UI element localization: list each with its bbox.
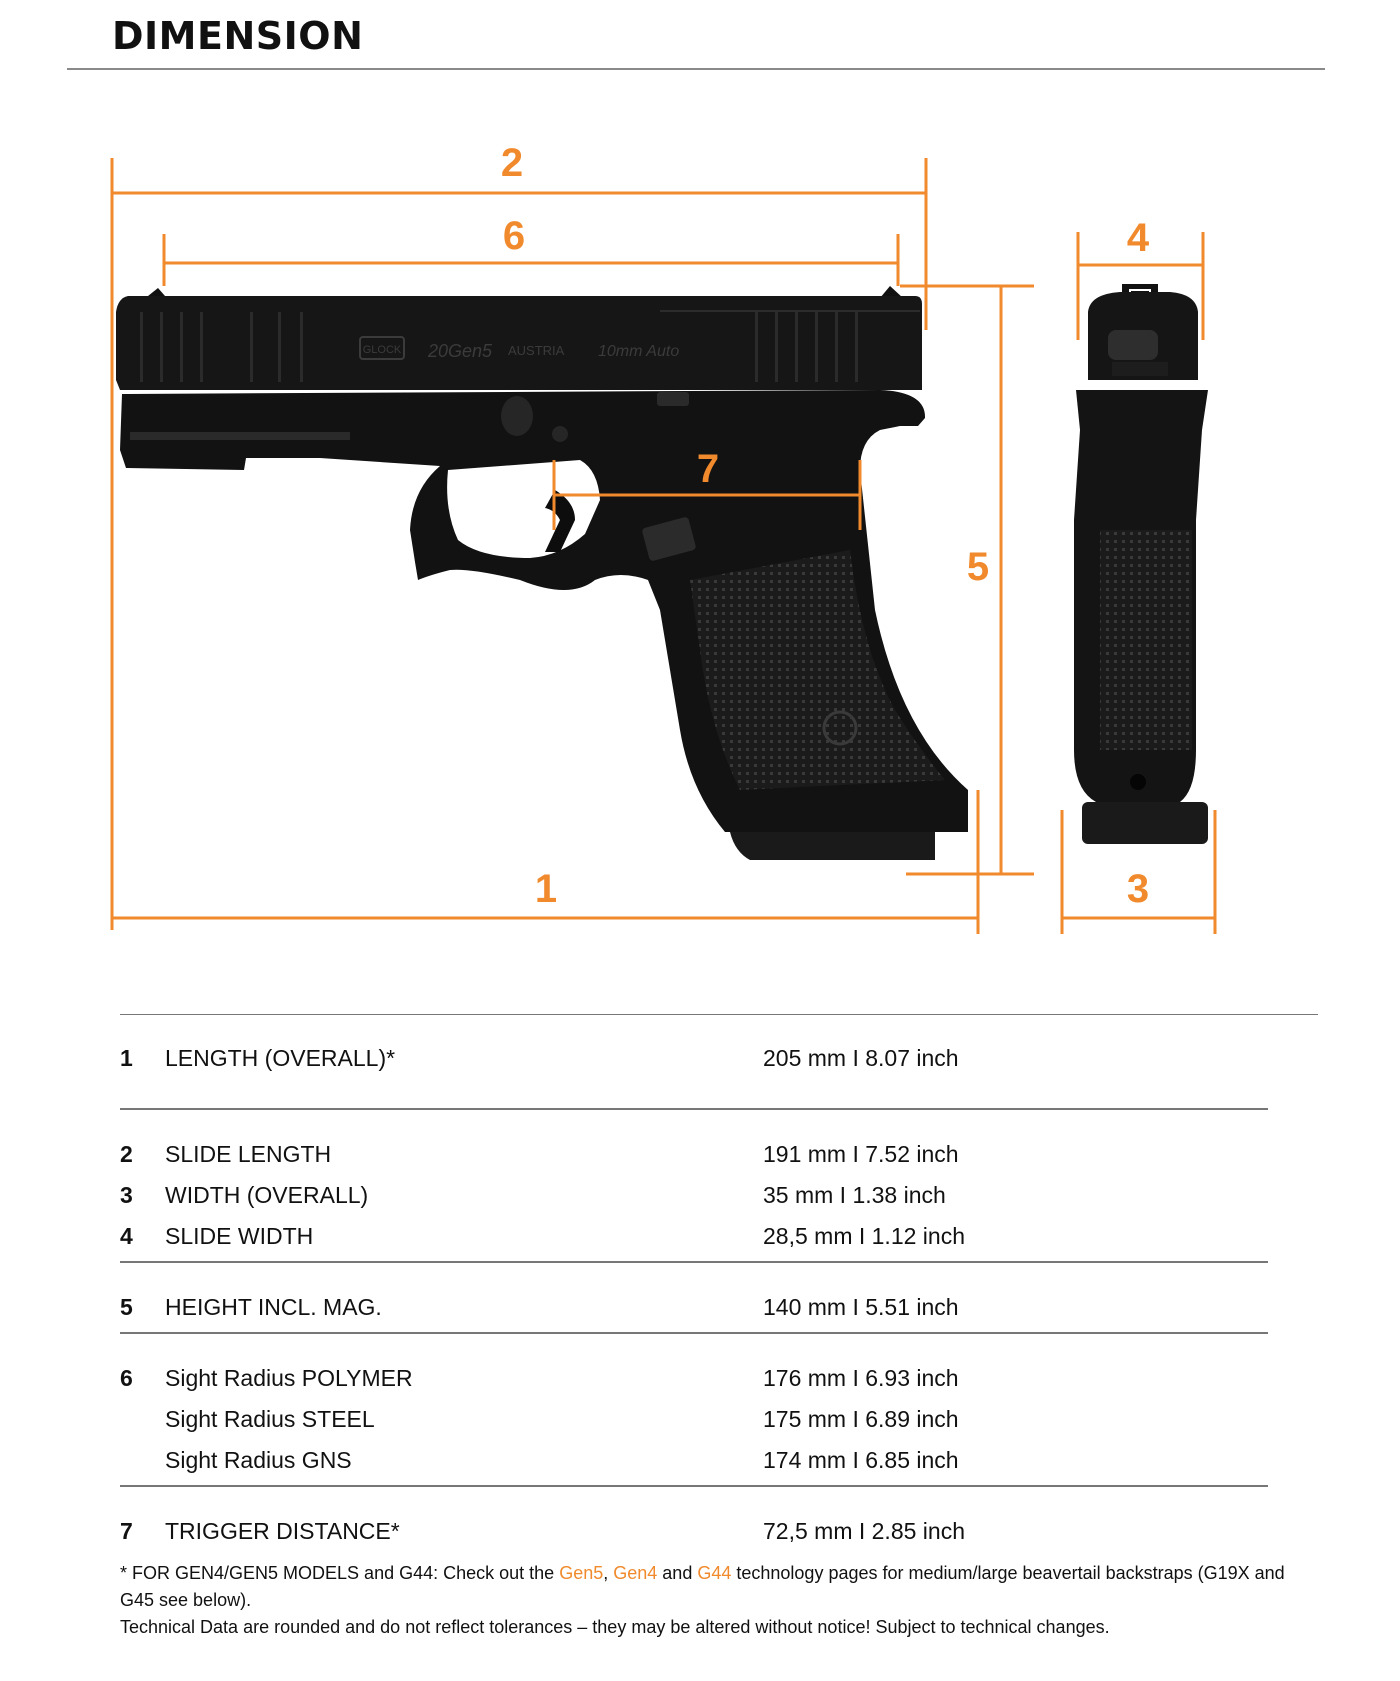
- gen4-link[interactable]: Gen4: [613, 1563, 658, 1583]
- spec-row: [120, 1440, 1268, 1481]
- pistol-front-view: [1074, 284, 1208, 844]
- dim-label-6: 6: [502, 214, 526, 258]
- footnote-prefix: * FOR GEN4/GEN5 MODELS and G44: Check out the: [120, 1563, 560, 1583]
- spec-value: 72,5 mm I 2.85 inch: [763, 1518, 965, 1544]
- spec-number: 3: [120, 1182, 133, 1208]
- spec-row: [120, 1175, 1268, 1216]
- dim-label-1: 1: [534, 867, 558, 911]
- spec-group-height: [120, 1263, 1268, 1334]
- spec-row: [120, 1358, 1268, 1399]
- page-title: DIMENSION: [112, 14, 364, 58]
- spec-value: 174 mm I 6.85 inch: [763, 1447, 959, 1473]
- g44-link[interactable]: G44: [697, 1563, 732, 1583]
- spec-label: Sight Radius POLYMER: [165, 1365, 413, 1391]
- dim-label-2: 2: [500, 141, 524, 185]
- table-top-divider: [120, 1014, 1318, 1015]
- spec-row: [120, 1287, 1268, 1328]
- spec-value: 140 mm I 5.51 inch: [763, 1294, 959, 1320]
- header-divider: [67, 68, 1325, 70]
- engraving-logo: GLOCK: [362, 344, 402, 356]
- spec-row: [120, 1399, 1268, 1440]
- footnote-separator: ,: [603, 1563, 614, 1583]
- spec-value: 35 mm I 1.38 inch: [763, 1182, 946, 1208]
- spec-label: HEIGHT INCL. MAG.: [165, 1294, 382, 1320]
- dimension-diagram: [0, 90, 1400, 950]
- footnote-line-2: Technical Data are rounded and do not reflect tolerances – they may be altered without notice! Subject to technical changes.: [120, 1617, 1110, 1637]
- dim-label-3: 3: [1126, 867, 1150, 911]
- engraving-model: 20Gen5: [428, 341, 493, 361]
- spec-label: WIDTH (OVERALL): [165, 1182, 369, 1208]
- spec-value: 191 mm I 7.52 inch: [763, 1141, 959, 1167]
- spec-group-trigger: [120, 1487, 1268, 1547]
- spec-group-sight-radius: [120, 1334, 1268, 1487]
- spec-label: LENGTH (OVERALL)*: [165, 1045, 396, 1071]
- engraving-caliber: 10mm Auto: [598, 343, 680, 360]
- spec-number: 7: [120, 1518, 133, 1544]
- spec-number: 5: [120, 1294, 133, 1320]
- spec-label: SLIDE WIDTH: [165, 1223, 314, 1249]
- spec-value: 205 mm I 8.07 inch: [763, 1045, 959, 1071]
- pistol-side-view: [116, 286, 968, 860]
- spec-number: 6: [120, 1365, 133, 1391]
- footnote-suffix: technology pages for medium/large beavertail backstraps (G19X and G45 see below).: [120, 1563, 1285, 1610]
- spec-number: 4: [120, 1223, 133, 1249]
- dim-label-5: 5: [966, 545, 990, 589]
- spec-value: 175 mm I 6.89 inch: [763, 1406, 959, 1432]
- dim-label-7: 7: [696, 447, 720, 491]
- pistol-dimension-drawing: [0, 90, 1400, 950]
- spec-value: 176 mm I 6.93 inch: [763, 1365, 959, 1391]
- spec-number: 2: [120, 1141, 133, 1167]
- spec-label: Sight Radius GNS: [165, 1447, 352, 1473]
- engraving-origin: AUSTRIA: [508, 343, 565, 358]
- footnote-separator: and: [657, 1563, 698, 1583]
- spec-row: [120, 1134, 1268, 1175]
- footnote-line-1: [120, 1560, 1300, 1614]
- spec-label: Sight Radius STEEL: [165, 1406, 375, 1432]
- spec-value: 28,5 mm I 1.12 inch: [763, 1223, 965, 1249]
- spec-row: [120, 1511, 1268, 1552]
- spec-number: 1: [120, 1045, 133, 1071]
- dim-label-4: 4: [1126, 216, 1150, 260]
- spec-group-length: [120, 1038, 1268, 1110]
- gen5-link[interactable]: Gen5: [559, 1563, 604, 1583]
- footnote: [120, 1560, 1300, 1641]
- page-header: [0, 0, 1400, 72]
- spec-label: TRIGGER DISTANCE*: [165, 1518, 400, 1544]
- spec-row: [120, 1038, 1268, 1079]
- spec-label: SLIDE LENGTH: [165, 1141, 332, 1167]
- spec-row: [120, 1216, 1268, 1257]
- spec-group-slide: [120, 1110, 1268, 1263]
